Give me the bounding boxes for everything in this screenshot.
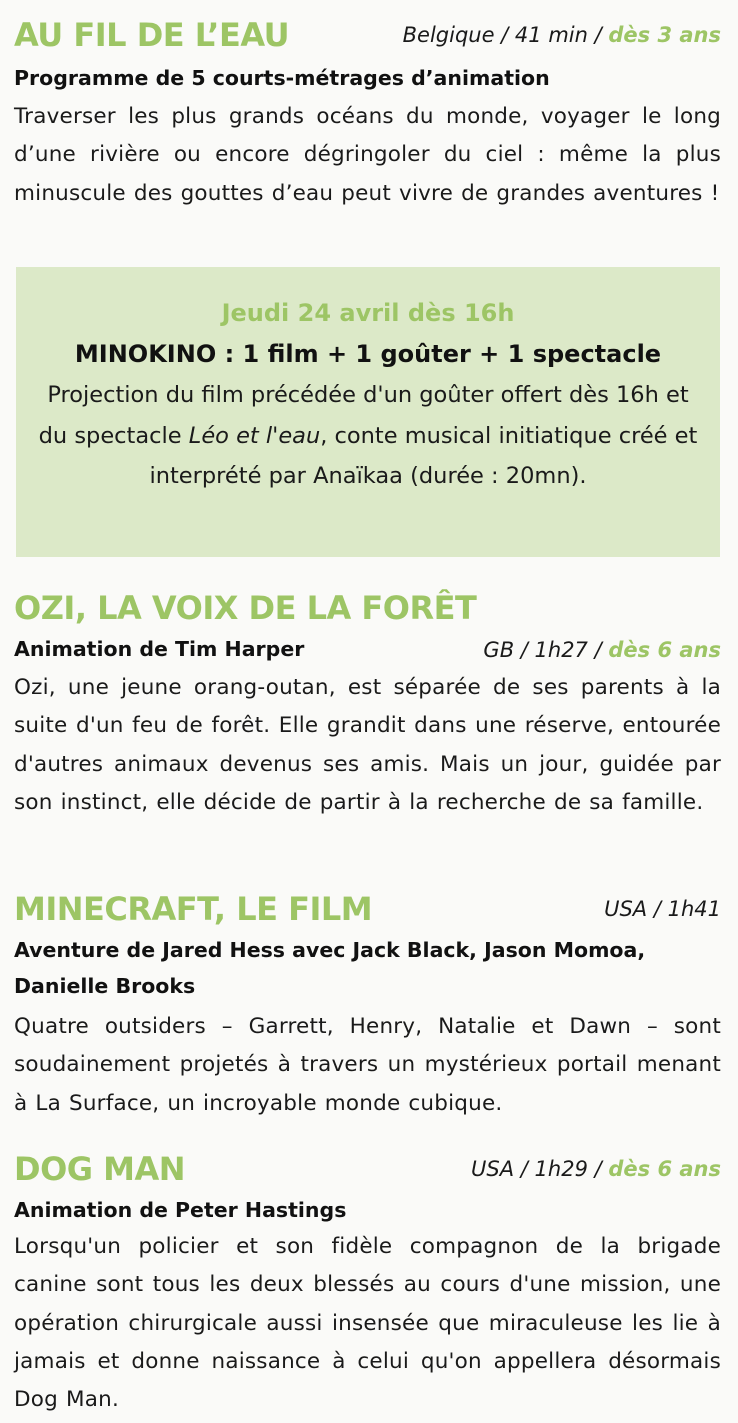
film-title: AU FIL DE L’EAU [14, 16, 290, 54]
film-header [14, 585, 721, 631]
film-age: dès 6 ans [608, 638, 721, 662]
film-title: MINECRAFT, LE FILM [14, 890, 373, 928]
film-age: dès 3 ans [608, 23, 721, 47]
film-subtitle: Aventure de Jared Hess avec Jack Black, Jason Momoa, Danielle Brooks [14, 938, 646, 998]
film-header [14, 1146, 721, 1192]
event-box [16, 267, 720, 557]
film-meta [483, 631, 721, 669]
film-minecraft [14, 886, 721, 1123]
film-subtitle-row [14, 631, 721, 669]
film-subtitle: Animation de Peter Hastings [14, 1198, 347, 1222]
event-description [16, 375, 720, 497]
film-description: Traverser les plus grands océans du monde, voyager le long d’une rivière ou encore dégringoler du ciel : même la plus minuscule des gouttes d’eau peut vivre de grandes aventures ! [14, 104, 721, 206]
film-description: Lorsqu'un policier et son fidèle compagnon de la brigade canine sont tous les deux blessés au cours d'une mission, une opération chirurgicale aussi insensée que miraculeuse les lie à jamais et donne naissance à celui qu'on appellera désormais Dog Man. [14, 1234, 721, 1413]
film-title: OZI, LA VOIX DE LA FORÊT [14, 589, 477, 627]
event-text-before: Projection du film précédée d'un goûter offert dès 16h et du spectacle [38, 382, 689, 449]
event-date: Jeudi 24 avril dès 16h [221, 299, 515, 327]
film-meta-info: USA / 1h41 [604, 897, 721, 921]
film-header [14, 886, 721, 932]
event-text-after: , conte musical initiatique créé et interprété par Anaïkaa (durée : 20mn). [149, 422, 698, 489]
film-meta-info: USA / 1h29 / [471, 1157, 609, 1181]
film-subtitle: Programme de 5 courts-métrages d’animation [14, 66, 550, 90]
event-show-title: Léo et l'eau [188, 422, 321, 449]
film-ozi [14, 585, 721, 822]
film-meta-info: Belgique / 41 min / [402, 23, 609, 47]
film-au-fil-de-l-eau [14, 12, 721, 213]
film-header [14, 12, 721, 58]
film-meta [471, 1146, 721, 1192]
film-meta [403, 12, 721, 58]
film-title: DOG MAN [14, 1150, 186, 1188]
film-meta-info: GB / 1h27 / [483, 638, 609, 662]
film-subtitle: Animation de Tim Harper [14, 637, 305, 661]
film-age: dès 6 ans [608, 1157, 721, 1181]
film-description: Quatre outsiders – Garrett, Henry, Natalie et Dawn – sont soudainement projetés à travers un mystérieux portail menant à La Surface, un incroyable monde cubique. [14, 1014, 721, 1116]
film-meta [604, 886, 721, 932]
film-description: Ozi, une jeune orang-outan, est séparée de ses parents à la suite d'un feu de forêt. Elle grandit dans une réserve, entourée d'autres animaux devenus ses amis. Mais un jour, guidée par son instinct, elle décide de partir à la recherche de sa famille. [14, 675, 721, 815]
film-dog-man [14, 1146, 721, 1419]
event-headline: MINOKINO : 1 film + 1 goûter + 1 spectacle [74, 340, 662, 368]
